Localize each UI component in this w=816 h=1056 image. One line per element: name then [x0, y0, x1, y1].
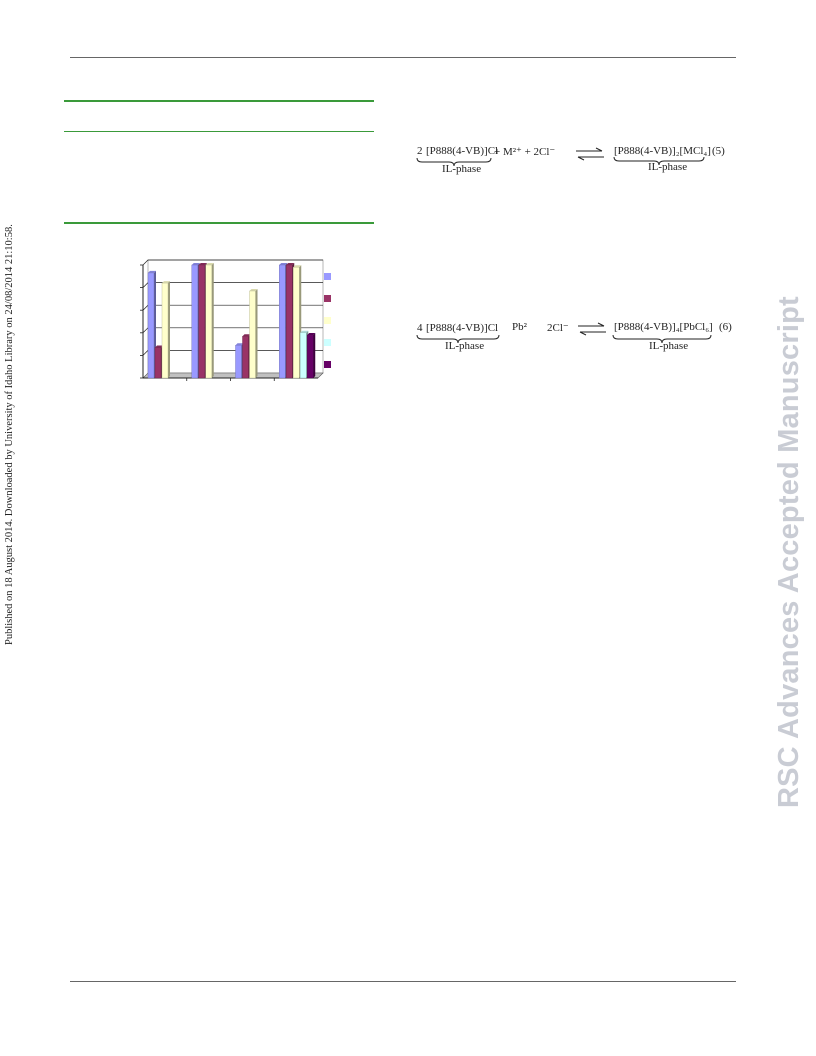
chart-legend-swatch: [324, 295, 331, 302]
publication-note: Published on 18 August 2014. Downloaded by University of Idaho Library on 24/08/2014 21:10:58.: [4, 224, 15, 645]
eq5-right-phase: IL-phase: [648, 161, 688, 173]
eq5-metal-chloride: + M²⁺ + 2Cl⁻: [494, 146, 556, 158]
eq6-lead-ion: Pb²: [512, 321, 527, 333]
chart-legend-swatch: [324, 273, 331, 280]
eq5-left-species: [P888(4-VB)]Cl: [426, 145, 499, 157]
chart-bar: [148, 273, 154, 378]
eq5-right-species: [P888(4-VB)]₂[MCl₄]: [614, 145, 711, 157]
eq5-equilibrium-arrows-icon: [574, 147, 614, 161]
chart-bar-side: [256, 289, 258, 378]
eq5-left-phase: IL-phase: [442, 163, 482, 175]
eq6-left-phase: IL-phase: [445, 340, 485, 352]
chart-bar: [206, 265, 212, 378]
section-rule-top: [64, 100, 374, 102]
chart-legend-swatch: [324, 339, 331, 346]
eq6-right-phase: IL-phase: [649, 340, 689, 352]
bar-chart: [110, 255, 450, 425]
chart-bar-side: [168, 281, 170, 378]
accepted-manuscript-watermark: RSC Advances Accepted Manuscript: [773, 296, 805, 808]
chart-legend-swatch: [324, 361, 331, 368]
chart-bar: [199, 265, 205, 378]
eq5-number: (5): [712, 145, 725, 157]
chart-bar: [279, 265, 285, 378]
header-rule: [70, 57, 736, 58]
eq6-left-count: 4: [417, 322, 423, 334]
section-rule-bottom: [64, 222, 374, 224]
eq6-number: (6): [719, 321, 732, 333]
chart-bar: [162, 283, 168, 378]
chart-bar: [236, 345, 242, 378]
chart-bar: [293, 267, 299, 378]
chart-legend-swatch: [324, 317, 331, 324]
chart-bar: [286, 265, 292, 378]
chart-bar: [300, 333, 306, 378]
footer-rule: [70, 981, 736, 982]
chart-bar: [307, 335, 313, 378]
section-rule-middle: [64, 131, 374, 132]
eq6-right-species: [P888(4-VB)]₄[PbCl₆]: [614, 321, 713, 333]
eq6-left-species: [P888(4-VB)]Cl: [426, 322, 499, 334]
eq6-equilibrium-arrows-icon: [576, 322, 616, 336]
chart-bar-side: [313, 333, 315, 378]
chart-bar: [243, 336, 249, 378]
chart-bar-side: [212, 263, 214, 378]
chart-bar: [155, 347, 161, 378]
chart-bar: [250, 291, 256, 378]
chart-bar: [192, 265, 198, 378]
eq6-chloride: 2Cl⁻: [547, 322, 569, 334]
eq5-left-count: 2: [417, 145, 423, 157]
